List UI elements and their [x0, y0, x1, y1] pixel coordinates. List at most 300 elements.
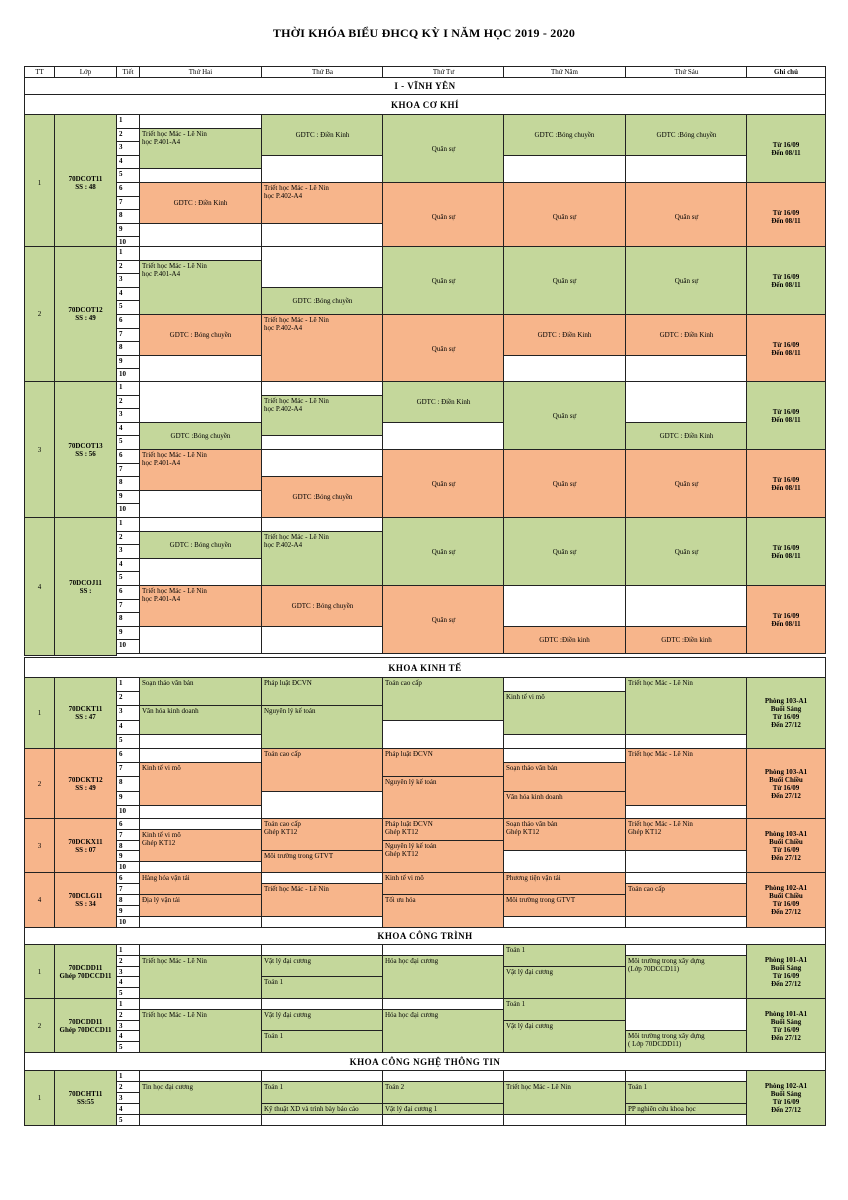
slot: [503, 381, 626, 450]
cell-text: học P.402-A4: [264, 540, 303, 549]
cell-text: Từ 16/09: [772, 611, 800, 620]
note: [746, 677, 826, 749]
period-number: [116, 449, 140, 464]
slot: [503, 894, 626, 917]
cell-text: Văn hóa kinh doanh: [506, 792, 563, 801]
class-name: [54, 748, 117, 820]
period-number: [116, 141, 140, 156]
slot: [625, 1030, 748, 1053]
period-number: [116, 748, 140, 763]
empty: [503, 850, 626, 873]
cell-text: GDTC : Điền Kinh: [537, 330, 592, 339]
note: [746, 182, 826, 251]
slot: [625, 182, 748, 251]
cell-text: 4: [119, 156, 123, 165]
slot: [382, 585, 505, 654]
slot: [139, 872, 262, 895]
slot: [503, 762, 626, 791]
section-cntt: [24, 1052, 826, 1071]
cell-text: 8: [119, 478, 123, 487]
slot: [139, 894, 262, 917]
slot: [503, 691, 626, 735]
period-number: [116, 196, 140, 211]
cell-text: học P.401-A4: [142, 459, 181, 467]
cell-text: Phương tiện vận tải: [506, 874, 561, 882]
note: [746, 449, 826, 518]
period-number: [116, 691, 140, 706]
empty: [139, 1114, 262, 1126]
cell-text: 5: [119, 989, 123, 998]
period-number: [116, 422, 140, 437]
cell-text: GDTC : Bóng chuyền: [291, 601, 354, 610]
slot: [503, 998, 626, 1021]
period-number: [116, 490, 140, 505]
empty: [139, 734, 262, 749]
cell-text: Thứ Tư: [432, 68, 455, 76]
period-number: [116, 1114, 140, 1126]
cell-text: Môi trường trong GTVT: [264, 852, 334, 861]
cell-text: Ghép KT12: [628, 828, 662, 836]
slot: [261, 395, 384, 437]
empty: [139, 626, 262, 654]
period-number: [116, 476, 140, 491]
cell-text: học P.402-A4: [264, 404, 303, 413]
cell-text: GDTC :Điền kinh: [661, 635, 712, 644]
slot: [261, 955, 384, 978]
slot: [139, 829, 262, 862]
cell-text: Soạn thảo văn bản: [142, 679, 194, 687]
period-number: [116, 463, 140, 478]
cell-text: 8: [119, 896, 123, 904]
cell-text: Soạn thảo văn bản: [506, 764, 558, 773]
section-kinh-te: [24, 657, 826, 678]
cell-text: Hóa học đại cương: [385, 1010, 439, 1019]
slot: [139, 762, 262, 806]
cell-text: 5: [119, 1116, 123, 1124]
slot: [503, 449, 626, 518]
cell-text: Vật lý đại cương: [264, 956, 311, 965]
cell-text: 3: [119, 546, 123, 555]
class-name: [54, 1070, 117, 1126]
class-name: [54, 677, 117, 749]
cell-text: 8: [119, 614, 123, 623]
slot: [382, 381, 505, 423]
cell-text: I - VĨNH YÊN: [394, 81, 456, 91]
cell-text: 8: [119, 343, 123, 352]
period-number: [116, 734, 140, 749]
empty: [261, 1114, 384, 1126]
empty: [625, 381, 748, 423]
cell-text: 9: [119, 627, 123, 636]
period-number: [116, 677, 140, 692]
period-number: [116, 273, 140, 288]
cell-text: ( Lớp 70DCDD11): [628, 1040, 682, 1049]
period-number: [116, 328, 140, 343]
cell-text: 3: [119, 967, 123, 976]
period-number: [116, 791, 140, 806]
cell-text: Quân sự: [674, 276, 699, 285]
cell-text: 5: [119, 302, 123, 311]
cell-text: Quân sự: [552, 479, 577, 488]
cell-text: Buổi Sáng: [770, 1017, 802, 1026]
cell-text: Đến 08/11: [771, 348, 801, 357]
note: [746, 517, 826, 586]
cell-text: Quân sự: [552, 547, 577, 556]
cell-text: 10: [119, 641, 126, 650]
slot: [382, 449, 505, 518]
cell-text: Đến 08/11: [771, 280, 801, 289]
note: [746, 998, 826, 1053]
cell-text: Phòng 101-A1: [764, 1009, 808, 1018]
cell-text: GDTC :Bóng chuyền: [534, 130, 595, 139]
class-tt: [24, 517, 55, 656]
note: [746, 1070, 826, 1126]
empty: [625, 355, 748, 383]
empty: [625, 585, 748, 627]
cell-text: 3: [37, 445, 42, 454]
cell-text: Đến 08/11: [771, 551, 801, 560]
period-number: [116, 260, 140, 275]
cell-text: Thứ Sáu: [674, 68, 699, 76]
cell-text: 4: [119, 978, 123, 987]
cell-text: Đến 27/12: [771, 908, 801, 916]
cell-text: 3: [119, 143, 123, 152]
slot: [503, 1020, 626, 1053]
class-tt: [24, 818, 55, 873]
cell-text: 2: [37, 780, 42, 788]
cell-text: 70DCOJ11: [69, 578, 102, 587]
cell-text: GDTC : Điền Kinh: [659, 431, 714, 440]
class-name: [54, 517, 117, 656]
cell-text: KHOA CÔNG NGHỆ THÔNG TIN: [349, 1056, 501, 1067]
cell-text: học P.401-A4: [142, 595, 181, 603]
cell-text: Đến 27/12: [771, 1033, 801, 1042]
note: [746, 872, 826, 928]
cell-text: 10: [119, 505, 126, 514]
cell-text: Phòng 101-A1: [764, 955, 808, 964]
cell-text: Toán cao cấp: [264, 820, 301, 828]
slot: [382, 114, 505, 183]
cell-text: 2: [37, 310, 42, 318]
cell-text: Từ 16/09: [772, 475, 800, 484]
cell-text: học P.401-A4: [142, 137, 181, 146]
slot: [625, 626, 748, 654]
empty: [503, 734, 626, 749]
cell-text: 7: [119, 600, 123, 609]
empty: [139, 114, 262, 129]
cell-text: Triết học Mác - Lê Nin: [628, 820, 693, 828]
cell-text: Ghép KT12: [142, 838, 176, 847]
cell-text: 70DCOT13: [68, 441, 103, 450]
cell-text: Vật lý đại cương: [506, 1021, 553, 1030]
note: [746, 585, 826, 654]
slot: [382, 840, 505, 873]
cell-text: Ghép KT12: [264, 828, 298, 836]
cell-text: Kỹ thuật XD và trình bày báo cáo: [264, 1105, 359, 1113]
cell-text: 9: [119, 852, 123, 861]
cell-text: Từ 16/09: [772, 340, 800, 349]
empty: [382, 1114, 505, 1126]
cell-text: GDTC : Điền Kinh: [295, 130, 350, 139]
empty: [503, 748, 626, 763]
empty: [261, 155, 384, 183]
cell-text: 9: [119, 356, 123, 365]
cell-text: Toán 1: [264, 978, 284, 987]
period-number: [116, 599, 140, 614]
class-tt: [24, 677, 55, 749]
empty: [503, 677, 626, 692]
cell-text: Từ 16/09: [772, 845, 800, 854]
slot: [139, 705, 262, 734]
slot: [261, 677, 384, 706]
empty: [503, 585, 626, 627]
cell-text: 2: [119, 956, 123, 965]
empty: [139, 558, 262, 586]
slot: [382, 182, 505, 251]
period-number: [116, 503, 140, 518]
cell-text: GDTC :Bóng chuyền: [292, 296, 353, 305]
slot: [503, 182, 626, 251]
cell-text: Thứ Năm: [551, 68, 578, 76]
cell-text: Từ 16/09: [772, 407, 800, 416]
class-tt: [24, 246, 55, 382]
slot: [382, 314, 505, 383]
cell-text: Lớp: [79, 68, 92, 76]
cell-text: Quân sự: [431, 276, 456, 285]
cell-text: Quân sự: [552, 411, 577, 420]
period-number: [116, 408, 140, 423]
cell-text: 5: [119, 1043, 123, 1052]
cell-text: Pháp luật ĐCVN: [264, 679, 312, 687]
cell-text: Triết học Mác - Lê Nin: [142, 451, 207, 459]
empty: [261, 791, 384, 820]
slot: [261, 314, 384, 383]
note: [746, 944, 826, 999]
empty: [625, 998, 748, 1031]
slot: [625, 314, 748, 356]
empty: [139, 381, 262, 423]
cell-text: 70DCDD11: [68, 963, 103, 972]
cell-text: Kinh tế vi mô: [142, 830, 181, 839]
cell-text: Phòng 103-A1: [764, 829, 808, 838]
slot: [261, 287, 384, 315]
cell-text: 4: [119, 288, 123, 297]
cell-text: 4: [119, 1032, 123, 1041]
cell-text: 7: [119, 464, 123, 473]
cell-text: 6: [119, 184, 123, 192]
cell-text: 9: [119, 907, 123, 915]
cell-text: Toán cao cấp: [264, 750, 301, 758]
slot: [261, 976, 384, 999]
period-number: [116, 314, 140, 329]
cell-text: Toán 1: [506, 946, 526, 954]
cell-text: 7: [119, 329, 123, 338]
class-tt: [24, 381, 55, 518]
cell-text: Triết học Mác - Lê Nin: [142, 1010, 207, 1019]
slot: [382, 677, 505, 721]
cell-text: Ghi chú: [774, 68, 798, 76]
cell-text: Ghép KT12: [385, 828, 419, 836]
note: [746, 818, 826, 873]
cell-text: Kinh tế vi mô: [385, 874, 424, 882]
cell-text: Pháp luật ĐCVN: [385, 750, 433, 758]
slot: [503, 966, 626, 999]
cell-text: 5: [119, 170, 123, 179]
period-number: [116, 395, 140, 410]
class-name: [54, 114, 117, 251]
cell-text: 4: [37, 582, 42, 591]
cell-text: KHOA KINH TẾ: [388, 662, 462, 673]
cell-text: Từ 16/09: [772, 900, 800, 908]
cell-text: KHOA CÔNG TRÌNH: [377, 931, 473, 941]
cell-text: 7: [119, 885, 123, 893]
cell-text: Đến 27/12: [771, 1106, 801, 1114]
cell-text: Nguyên lý kế toán: [385, 778, 437, 787]
cell-text: 5: [119, 735, 123, 744]
slot: [261, 182, 384, 224]
period-number: [116, 209, 140, 224]
empty: [625, 1114, 748, 1126]
period-number: [116, 182, 140, 197]
empty: [139, 490, 262, 518]
cell-text: Buổi Sáng: [770, 1090, 802, 1098]
cell-text: 3: [119, 707, 123, 716]
slot: [382, 1009, 505, 1053]
class-name: [54, 246, 117, 382]
slot: [625, 114, 748, 156]
cell-text: 4: [119, 559, 123, 568]
slot: [261, 585, 384, 627]
cell-text: Đến 27/12: [771, 721, 801, 729]
note: [746, 246, 826, 315]
period-number: [116, 155, 140, 170]
cell-text: Tin học đại cương: [142, 1083, 193, 1091]
slot: [261, 1081, 384, 1104]
slot: [503, 791, 626, 820]
cell-text: KHOA CƠ KHÍ: [390, 99, 459, 110]
cell-text: SS : 56: [75, 449, 96, 458]
cell-text: 2: [119, 129, 123, 138]
cell-text: Toán cao cấp: [385, 679, 422, 687]
slot: [139, 449, 262, 491]
cell-text: 1: [119, 679, 123, 687]
cell-text: 70DCKT12: [68, 776, 103, 784]
cell-text: 2: [119, 396, 123, 405]
cell-text: 7: [119, 830, 123, 839]
cell-text: Triết học Mác - Lê Nin: [264, 532, 329, 541]
empty: [139, 355, 262, 383]
section-co-khi: [24, 94, 826, 115]
cell-text: Phòng 102-A1: [764, 1082, 808, 1090]
cell-text: 3: [119, 1094, 123, 1102]
empty: [625, 155, 748, 183]
cell-text: Triết học Mác - Lê Nin: [142, 261, 207, 270]
cell-text: 1: [37, 967, 42, 976]
cell-text: Triết học Mác - Lê Nin: [506, 1083, 571, 1091]
cell-text: 3: [37, 841, 42, 850]
cell-text: Từ 16/09: [772, 272, 800, 281]
cell-text: Triết học Mác - Lê Nin: [264, 396, 329, 405]
cell-text: Triết học Mác - Lê Nin: [628, 679, 693, 687]
period-number: [116, 571, 140, 586]
cell-text: Nguyên lý kế toán: [385, 841, 437, 850]
cell-text: 10: [119, 370, 126, 379]
cell-text: Pháp luật ĐCVN: [385, 820, 433, 828]
cell-text: GDTC :Điền kinh: [539, 635, 590, 644]
slot: [382, 517, 505, 586]
period-number: [116, 639, 140, 654]
slot: [139, 314, 262, 356]
period-number: [116, 381, 140, 396]
slot: [382, 1081, 505, 1104]
cell-text: Từ 16/09: [772, 1025, 800, 1034]
cell-text: 4: [119, 721, 123, 730]
cell-text: Vật lý đại cương: [264, 1010, 311, 1019]
cell-text: Từ 16/09: [772, 784, 800, 792]
period-number: [116, 246, 140, 261]
cell-text: 70DCHT11: [68, 1090, 103, 1098]
cell-text: Môi trường trong GTVT: [506, 896, 576, 904]
cell-text: SS :: [79, 586, 92, 595]
slot: [139, 128, 262, 170]
class-name: [54, 818, 117, 873]
slot: [503, 314, 626, 356]
empty: [382, 720, 505, 749]
cell-text: 6: [119, 451, 123, 459]
cell-text: 2: [119, 1010, 123, 1019]
empty: [382, 422, 505, 450]
cell-text: Đến 27/12: [771, 853, 801, 862]
note: [746, 381, 826, 450]
empty: [261, 626, 384, 654]
period-number: [116, 762, 140, 777]
cell-text: 9: [119, 224, 123, 233]
cell-text: PP nghiên cứu khoa học: [628, 1105, 696, 1113]
cell-text: Toán cao cấp: [628, 885, 665, 893]
cell-text: 3: [119, 410, 123, 419]
cell-text: Đến 08/11: [771, 619, 801, 628]
cell-text: Triết học Mác - Lê Nin: [628, 750, 693, 758]
cell-text: Văn hóa kinh doanh: [142, 707, 199, 716]
cell-text: Thứ Ba: [311, 68, 334, 76]
period-number: [116, 517, 140, 532]
cell-text: GDTC : Điền Kinh: [173, 198, 228, 207]
cell-text: 6: [119, 316, 123, 324]
cell-text: Triết học Mác - Lê Nin: [142, 956, 207, 965]
cell-text: 6: [119, 820, 123, 828]
cell-text: 1: [119, 1000, 123, 1008]
cell-text: Ghép KT12: [385, 849, 419, 858]
period-number: [116, 300, 140, 315]
cell-text: 1: [37, 178, 42, 187]
cell-text: 1: [119, 248, 123, 256]
cell-text: 8: [119, 778, 123, 787]
cell-text: Đến 08/11: [771, 415, 801, 424]
cell-text: Triết học Mác - Lê Nin: [264, 316, 329, 324]
cell-text: Quân sự: [674, 547, 699, 556]
cell-text: Phòng 102-A1: [764, 884, 808, 892]
empty: [139, 246, 262, 261]
cell-text: Buổi Sáng: [770, 963, 802, 972]
slot: [625, 748, 748, 806]
cell-text: GDTC :Bóng chuyền: [292, 493, 353, 502]
cell-text: Toán 1: [506, 1000, 526, 1008]
note: [746, 114, 826, 183]
slot: [503, 818, 626, 851]
period-number: [116, 585, 140, 600]
slot: [139, 260, 262, 315]
cell-text: 1: [37, 709, 42, 717]
